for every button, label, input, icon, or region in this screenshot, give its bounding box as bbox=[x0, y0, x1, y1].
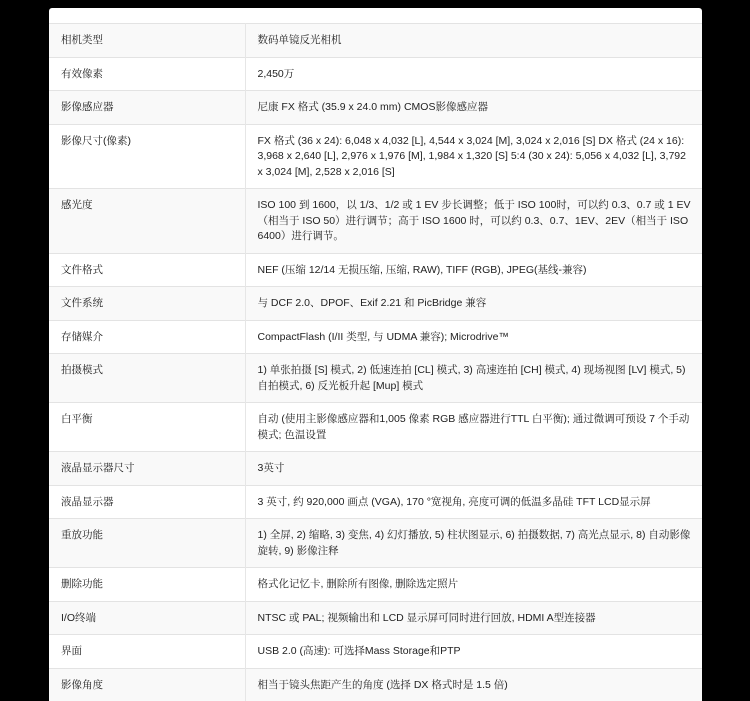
table-row bbox=[49, 601, 702, 635]
spec-label: 相机类型 bbox=[49, 24, 245, 58]
spec-value: USB 2.0 (高速): 可选择Mass Storage和PTP bbox=[257, 645, 461, 657]
spec-label: 文件格式 bbox=[49, 253, 245, 287]
spec-label: 有效像素 bbox=[49, 57, 245, 91]
spec-value: 1) 单张拍摄 [S] 模式, 2) 低速连拍 [CL] 模式, 3) 高速连拍 [CH] 模式, 4) 现场视图 [LV] 模式, 5) 自拍模式, 6) 反光板升起 [Mup] 模式 bbox=[257, 364, 686, 392]
spec-label: 删除功能 bbox=[49, 568, 245, 602]
spec-value: ISO 100 到 1600，以 1/3、1/2 或 1 EV 步长调整；低于 ISO 100时，可以约 0.3、0.7 或 1 EV（相当于 ISO 50）进行调节；高于 ISO 1600 时，可以约 0.3、0.7、1EV、2EV（相当于 ISO 6400）进行调节。 bbox=[257, 199, 691, 242]
spec-label: 影像角度 bbox=[49, 668, 245, 701]
table-row bbox=[49, 91, 702, 125]
table-row bbox=[49, 403, 702, 452]
spec-label: 影像感应器 bbox=[49, 91, 245, 125]
table-row bbox=[49, 287, 702, 321]
spec-label: 液晶显示器 bbox=[49, 485, 245, 519]
table-row bbox=[49, 354, 702, 403]
spec-label: 白平衡 bbox=[49, 403, 245, 452]
spec-value: 1) 全屏, 2) 缩略, 3) 变焦, 4) 幻灯播放, 5) 柱状图显示, 6) 拍摄数据, 7) 高光点显示, 8) 自动影像旋转, 9) 影像注释 bbox=[257, 529, 691, 557]
spec-value: 自动 (使用主影像感应器和1,005 像素 RGB 感应器进行TTL 白平衡); 通过微调可预设 7 个手动模式; 色温设置 bbox=[257, 413, 690, 441]
table-row bbox=[49, 124, 702, 189]
spec-value: 3 英寸, 约 920,000 画点 (VGA), 170 °宽视角, 亮度可调的低温多晶硅 TFT LCD显示屏 bbox=[257, 495, 651, 508]
table-row bbox=[49, 452, 702, 486]
spec-value: 相当于镜头焦距产生的角度 (选择 DX 格式时是 1.5 倍) bbox=[257, 678, 508, 691]
spec-label: 影像尺寸(像素) bbox=[49, 124, 245, 189]
table-row bbox=[49, 253, 702, 287]
spec-value: 格式化记忆卡, 删除所有图像, 删除选定照片 bbox=[257, 578, 459, 590]
table-row bbox=[49, 320, 702, 354]
spec-value: FX 格式 (36 x 24): 6,048 x 4,032 [L], 4,544 x 3,024 [M], 3,024 x 2,016 [S] DX 格式 (24 x 16): 3,968 x 2,640 [L], 2,976 x 1,976 [M], 1,984 x 1,320 [S] 5:4 (30 x 24): 5,056 x 4,032 [L], 3,792 x 3,024 [M], 2,528 x 2,016 [S] bbox=[257, 134, 686, 178]
table-row bbox=[49, 24, 702, 58]
spec-panel bbox=[49, 8, 702, 698]
spec-label: 拍摄模式 bbox=[49, 354, 245, 403]
spec-label: 文件系统 bbox=[49, 287, 245, 321]
spec-value: 数码单镜反光相机 bbox=[257, 34, 342, 46]
table-row bbox=[49, 635, 702, 669]
spec-value: NEF (压缩 12/14 无损压缩, 压缩, RAW), TIFF (RGB), JPEG(基线-兼容) bbox=[257, 263, 587, 276]
table-row bbox=[49, 57, 702, 91]
spec-label: 重放功能 bbox=[49, 519, 245, 568]
spec-value: 尼康 FX 格式 (35.9 x 24.0 mm) CMOS影像感应器 bbox=[257, 101, 488, 113]
spec-label: 存储媒介 bbox=[49, 320, 245, 354]
spec-value: CompactFlash (I/II 类型, 与 UDMA 兼容); Microdrive™ bbox=[257, 330, 509, 343]
spec-value: 与 DCF 2.0、DPOF、Exif 2.21 和 PicBridge 兼容 bbox=[257, 297, 487, 309]
spec-value: 3英寸 bbox=[257, 462, 285, 474]
spec-label: 液晶显示器尺寸 bbox=[49, 452, 245, 486]
spec-value: 2,450万 bbox=[257, 67, 295, 80]
spec-table bbox=[49, 23, 702, 701]
spec-label: 感光度 bbox=[49, 189, 245, 254]
table-row bbox=[49, 668, 702, 701]
table-row bbox=[49, 189, 702, 254]
table-row bbox=[49, 568, 702, 602]
spec-label: 界面 bbox=[49, 635, 245, 669]
table-row bbox=[49, 519, 702, 568]
spec-label: I/O终端 bbox=[49, 601, 245, 635]
table-row bbox=[49, 485, 702, 519]
spec-value: NTSC 或 PAL; 视频输出和 LCD 显示屏可同时进行回放, HDMI A型连接器 bbox=[257, 611, 596, 624]
